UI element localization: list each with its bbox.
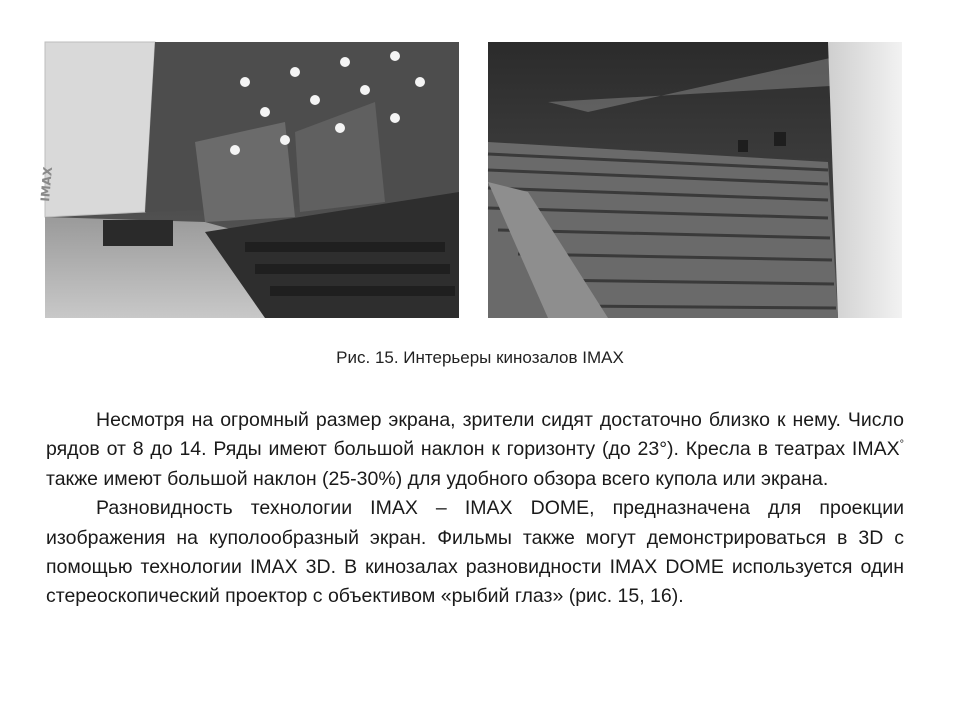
figure-caption: Рис. 15. Интерьеры кинозалов IMAX xyxy=(336,348,624,367)
screen-imax-label: IMAX xyxy=(38,166,56,203)
paragraph-2: Разновидность технологии IMAX – IMAX DOME, предназначена для проекции изображения на куполообразный экран. Фильмы также могут демонстрироваться в 3D с помощью технологии IMAX 3D. В кинозалах разновидности IMAX DOME используется один стереоскопический проектор с объективом «рыбий глаз» (рис. 15, 16). xyxy=(46,497,904,608)
body-text xyxy=(46,406,904,612)
imax-hall-photo-right xyxy=(488,42,902,318)
imax-hall-photo-left xyxy=(38,42,459,318)
paragraph-1-part2: также имеют большой наклон (25-30%) для удобного обзора всего купола или экрана. xyxy=(46,467,829,490)
imax-hall-seats-image xyxy=(488,42,902,318)
paragraph-1 xyxy=(46,406,904,494)
imax-hall-audience-image xyxy=(38,42,459,318)
paragraph-1-part1: Несмотря на огромный размер экрана, зрители сидят достаточно близко к нему. Число рядов от 8 до 14. Ряды имеют большой наклон к горизонту (до 23°). Кресла в театрах IMAX xyxy=(46,409,904,461)
superscript-mark: ° xyxy=(899,438,904,451)
